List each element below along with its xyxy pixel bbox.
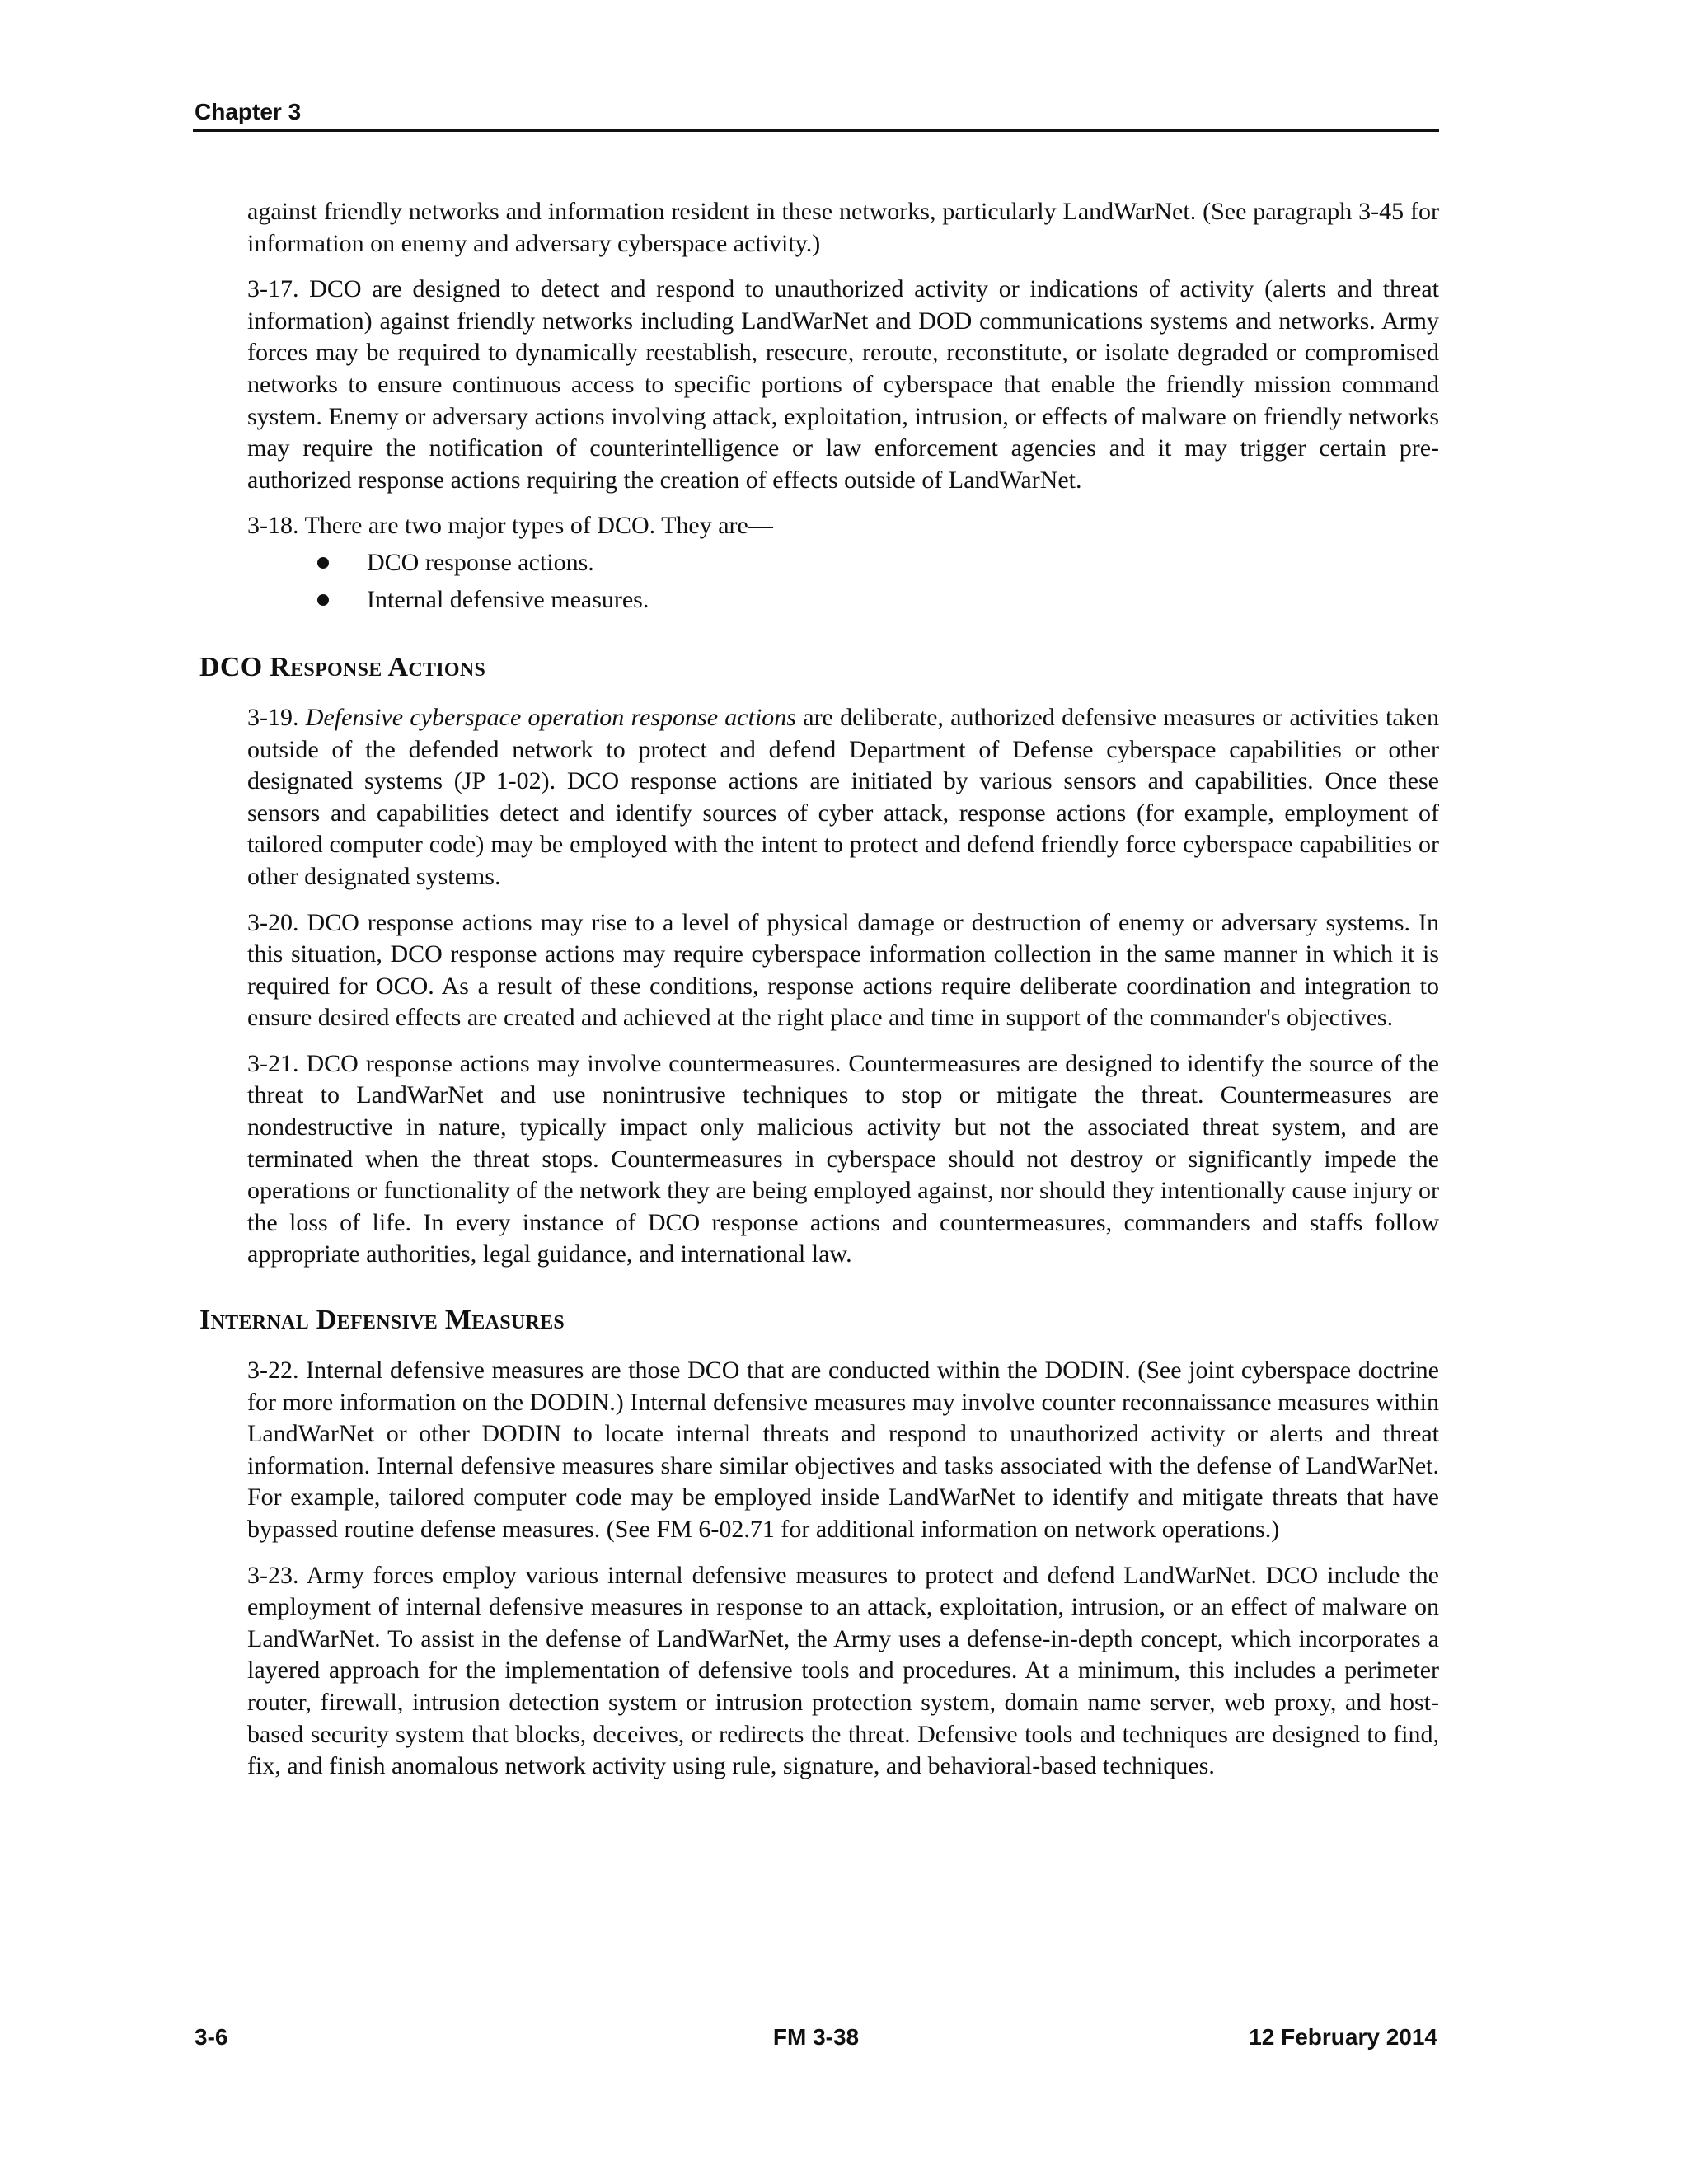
bullet-icon [317, 594, 329, 606]
defined-term: Defensive cyberspace operation response actions [305, 703, 796, 731]
paragraph-3-17: 3-17. DCO are designed to detect and respond to unauthorized activity or indications of activity (alerts and threat information) against friendly networks including LandWarNet and DOD communications systems and networks. Army forces may be required to dynamically reestablish, resecure, reroute, reconstitute, or isolate degraded or compromised networks to ensure continuous access to specific portions of cyberspace that enable the friendly mission command system. Enemy or adversary actions involving attack, exploitation, intrusion, or effects of malware on friendly networks may require the notification of counterintelligence or law enforcement agencies and it may trigger certain pre-authorized response actions requiring the creation of effects outside of LandWarNet. [247, 275, 1439, 494]
chapter-header: Chapter 3 [195, 99, 302, 124]
paragraph-3-23: 3-23. Army forces employ various internal defensive measures to protect and defend LandWarNet. DCO include the employment of internal defensive measures in response to an attack, exploitation, intrusion, or an effect of malware on LandWarNet. To assist in the defense of LandWarNet, the Army uses a defense-in-depth concept, which incorporates a layered approach for the implementation of defensive tools and procedures. At a minimum, this includes a perimeter router, firewall, intrusion detection system or intrusion protection system, domain name server, web proxy, and host-based security system that blocks, deceives, or redirects the threat. Defensive tools and techniques are designed to find, fix, and finish anomalous network activity using rule, signature, and behavioral-based techniques. [247, 1561, 1439, 1780]
paragraph-3-20: 3-20. DCO response actions may rise to a level of physical damage or destruction of enemy or adversary systems. In this situation, DCO response actions may require cyberspace information collection in the same manner in which it is required for OCO. As a result of these conditions, response actions require deliberate coordination and integration to ensure desired effects are created and achieved at the right place and time in support of the commander's objectives. [247, 908, 1439, 1032]
paragraph-3-19 [247, 702, 1439, 893]
paragraph-body: are deliberate, authorized defensive measures or activities taken outside of the defended network to protect and defend Department of Defense cyberspace capabilities or other designated systems (JP 1-02). DCO response actions are initiated by various sensors and capabilities. Once these sensors and capabilities detect and identify sources of cyber attack, response actions (for example, employment of tailored computer code) may be employed with the intent to protect and defend friendly force cyberspace capabilities or other designated systems. [247, 703, 1440, 890]
list-item [247, 581, 1439, 618]
paragraph-intro: against friendly networks and information resident in these networks, particularly LandWarNet. (See paragraph 3-45 for information on enemy and adversary cyberspace activity.) [247, 198, 1439, 257]
body-text [199, 196, 1440, 1797]
paragraph-3-22: 3-22. Internal defensive measures are those DCO that are conducted within the DODIN. (See joint cyberspace doctrine for more information on the DODIN.) Internal defensive measures may involve counter reconnaissance measures within LandWarNet or other DODIN to locate internal threats and respond to unauthorized activity or alerts and threat information. Internal defensive measures share similar objectives and tasks associated with the defense of LandWarNet. For example, tailored computer code may be employed inside LandWarNet to identify and mitigate threats that have bypassed routine defense measures. (See FM 6-02.71 for additional information on network operations.) [247, 1357, 1439, 1543]
footer-manual-id: FM 3-38 [772, 2024, 860, 2050]
list-item-text: DCO response actions. [367, 548, 594, 576]
page-footer [195, 2021, 1437, 2054]
footer-date: 12 February 2014 [1249, 2024, 1437, 2050]
bullet-icon [317, 557, 329, 569]
list-item-text: Internal defensive measures. [367, 585, 649, 613]
header-rule [193, 129, 1439, 132]
section-heading-dco-response-actions: DCO Response Actions [199, 651, 486, 682]
footer-page-number: 3-6 [195, 2024, 228, 2050]
paragraph-3-18: 3-18. There are two major types of DCO. They are— [247, 512, 773, 540]
section-heading-internal-defensive-measures: Internal Defensive Measures [199, 1305, 565, 1336]
dco-types-list [247, 544, 1439, 618]
list-item [247, 544, 1439, 581]
paragraph-number: 3-19. [247, 703, 306, 731]
paragraph-3-21: 3-21. DCO response actions may involve countermeasures. Countermeasures are designed to identify the source of the threat to LandWarNet and use nonintrusive techniques to stop or mitigate the threat. Countermeasures are nondestructive in nature, typically impact only malicious activity but not the associated threat system, and are terminated when the threat stops. Countermeasures in cyberspace should not destroy or significantly impede the operations or functionality of the network they are being employed against, nor should they intentionally cause injury or the loss of life. In every instance of DCO response actions and countermeasures, commanders and staffs follow appropriate authorities, legal guidance, and international law. [247, 1049, 1439, 1268]
